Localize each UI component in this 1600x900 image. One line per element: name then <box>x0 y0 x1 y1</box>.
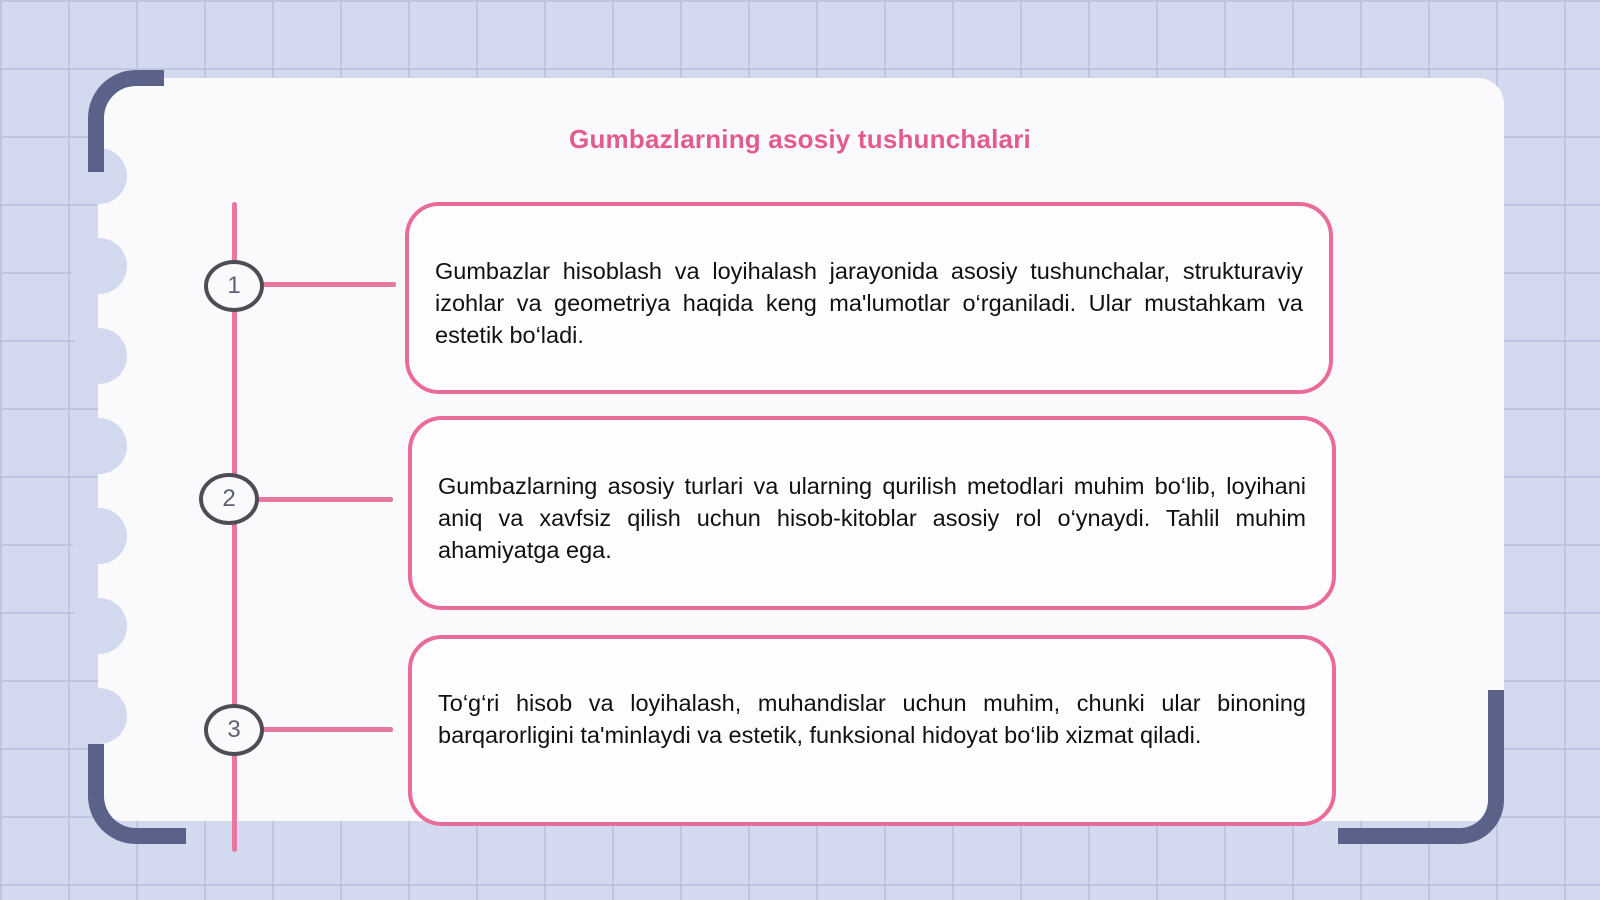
sheet-scallop <box>71 688 127 744</box>
step-number-1: 1 <box>204 260 264 312</box>
info-card-text: Gumbazlar hisoblash va loyihalash jarayonida asosiy tushunchalar, strukturaviy izohlar va geometriya haqida keng ma'lumotlar o‘rganiladi. Ular mustahkam va estetik bo‘ladi. <box>435 258 1303 348</box>
frame-corner-top-left <box>88 70 164 172</box>
sheet-scallop <box>71 418 127 474</box>
timeline-connector <box>262 727 393 732</box>
sheet-scallop <box>71 508 127 564</box>
frame-corner-bottom-left <box>88 744 186 844</box>
slide-title: Gumbazlarning asosiy tushunchalari <box>569 124 1031 154</box>
info-card-2 <box>408 416 1336 610</box>
sheet-scallop <box>71 238 127 294</box>
info-card-1 <box>405 202 1333 394</box>
info-card-3 <box>408 635 1336 826</box>
step-number-2: 2 <box>199 473 259 525</box>
info-card-text: To‘g‘ri hisob va loyihalash, muhandislar uchun muhim, chunki ular binoning barqarorligini ta'minlaydi va estetik, funksional hidoyat bo‘lib xizmat qiladi. <box>438 690 1306 748</box>
info-card-text: Gumbazlarning asosiy turlari va ularning qurilish metodlari muhim bo‘lib, loyihani aniq va xavfsiz qilish uchun hisob-kitoblar asosiy rol o‘ynaydi. Tahlil muhim ahamiyatga ega. <box>438 473 1306 563</box>
timeline-connector <box>262 282 396 287</box>
step-number-3: 3 <box>204 704 264 756</box>
frame-corner-bottom-right <box>1338 690 1504 844</box>
sheet-scallop <box>71 598 127 654</box>
sheet-scallop <box>71 328 127 384</box>
timeline-connector <box>258 497 393 502</box>
